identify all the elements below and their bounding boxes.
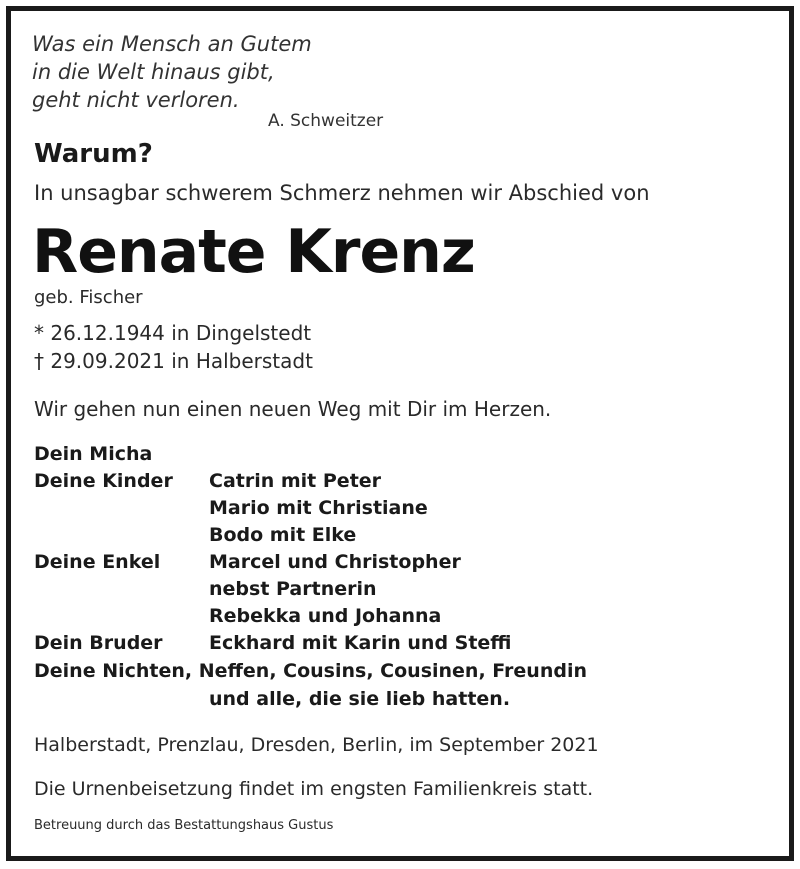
urn-note: Die Urnenbeisetzung findet im engsten Familienkreis statt. <box>34 778 594 800</box>
quote-author: A. Schweitzer <box>268 111 384 131</box>
places-date: Halberstadt, Prenzlau, Dresden, Berlin, im September 2021 <box>34 734 599 756</box>
quote-line-3: geht nicht verloren. <box>32 88 240 112</box>
child-entry: Mario mit Christiane <box>209 497 428 519</box>
funeral-home: Betreuung durch das Bestattungshaus Gustus <box>34 818 334 833</box>
grandchildren-label: Deine Enkel <box>34 551 161 573</box>
grandchild-entry: Rebekka und Johanna <box>209 605 442 627</box>
motto: Wir gehen nun einen neuen Weg mit Dir im Herzen. <box>34 397 552 421</box>
brother-entry: Eckhard mit Karin und Steffi <box>209 632 512 654</box>
partner-label: Dein Micha <box>34 443 153 465</box>
deceased-name: Renate Krenz <box>32 217 475 287</box>
notice-border <box>6 6 794 861</box>
grandchild-entry: Marcel und Christopher <box>209 551 461 573</box>
quote-line-2: in die Welt hinaus gibt, <box>32 60 275 84</box>
grandchild-entry: nebst Partnerin <box>209 578 377 600</box>
birth-name: geb. Fischer <box>34 287 143 308</box>
quote-line-1: Was ein Mensch an Gutem <box>32 32 312 56</box>
birth-line: * 26.12.1944 in Dingelstedt <box>34 321 312 345</box>
closing-line: und alle, die sie lieb hatten. <box>209 688 511 710</box>
child-entry: Bodo mit Elke <box>209 524 357 546</box>
child-entry: Catrin mit Peter <box>209 470 382 492</box>
relatives-line: Deine Nichten, Neffen, Cousins, Cousinen, Freundin <box>34 660 587 682</box>
children-label: Deine Kinder <box>34 470 173 492</box>
death-line: † 29.09.2021 in Halberstadt <box>34 349 313 373</box>
heading: Warum? <box>34 139 153 169</box>
intro-text: In unsagbar schwerem Schmerz nehmen wir Abschied von <box>34 181 650 205</box>
brother-label: Dein Bruder <box>34 632 163 654</box>
